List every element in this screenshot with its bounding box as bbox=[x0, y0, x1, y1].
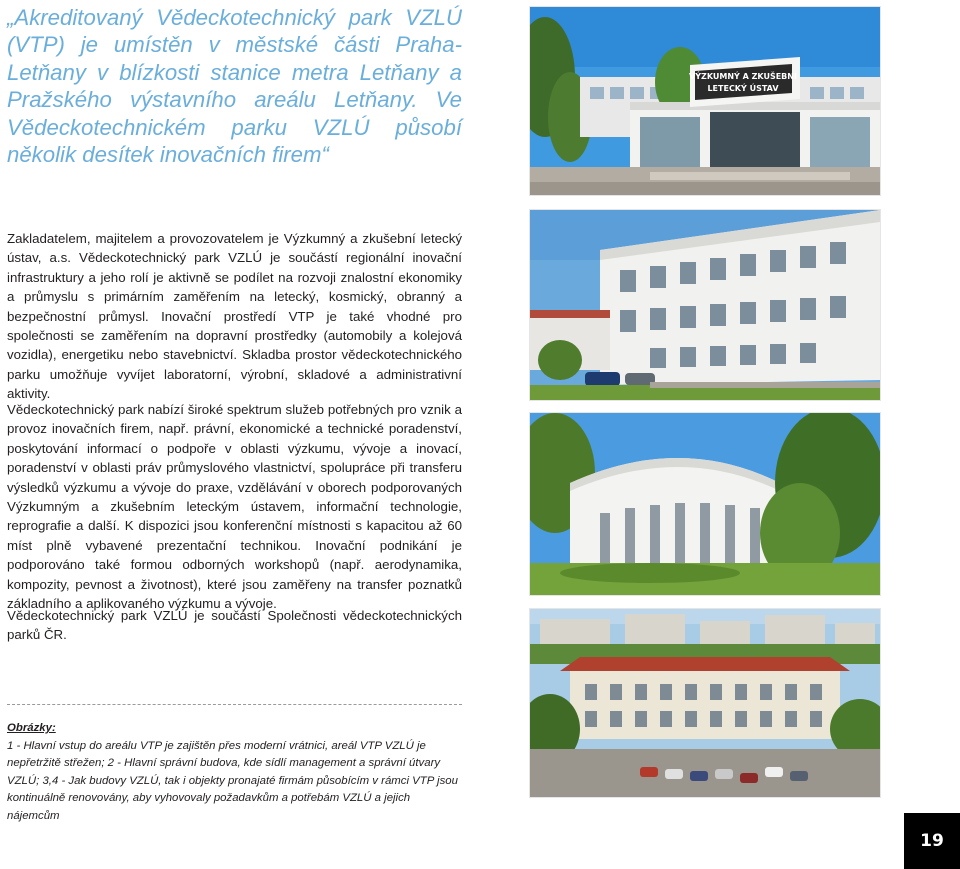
photo-aerial-complex bbox=[530, 609, 880, 797]
paragraph-membership: Vědeckotechnický park VZLÚ je součástí Společnosti vědeckotechnických parků ČR. bbox=[7, 608, 462, 643]
aerial-complex-image bbox=[530, 609, 880, 797]
photo-renovated-building bbox=[530, 413, 880, 595]
captions-text: 1 - Hlavní vstup do areálu VTP je zajištěn přes moderní vrátnici, areál VTP VZLÚ je nepřetržitě střežen; 2 - Hlavní správní budova, kde sídlí management a správní útvary VZLÚ; 3,4 - Jak budovy VZLÚ, tak i objekty pronajaté firmám působícím v rámci VTP jsou kontinuálně renovovány, aby vyhovovaly požadavkům a potřebám VZLÚ a jejich nájemcům bbox=[7, 739, 458, 822]
page-number: 19 bbox=[904, 813, 960, 869]
sign-line-2: LETECKÝ ÚSTAV bbox=[707, 84, 779, 93]
pull-quote: „Akreditovaný Vědeckotechnický park VZLÚ (VTP) je umístěn v městské části Praha-Letňany v blízkosti stanice metra Letňany a Pražského výstavního areálu Letňany. Ve Vědeckotechnickém parku VZLÚ působí několik desítek inovačních firem“ bbox=[7, 5, 462, 168]
renovated-building-image bbox=[530, 413, 880, 595]
admin-building-image bbox=[530, 210, 880, 400]
paragraph-intro: Zakladatelem, majitelem a provozovatelem je Výzkumný a zkušební letecký ústav, a.s. Vědeckotechnický park VZLÚ je součástí regionální inovační infrastruktury a jeho rolí je aktivně se podílet na rozvoji znalostní ekonomiky a průmyslu s primárním zaměřením na letecký, kosmický, obranný a bezpečnostní průmysl. Inovační prostředí VTP je také vhodné pro společnosti se zaměřením na dopravní prostředky (automobily a kolejová vozidla), energetiku nebo stavebnictví. Skladba prostor vědeckotechnického parku umožňuje vyvíjet laboratorní, výrobní, skladové a administrativní aktivity. bbox=[7, 231, 462, 402]
paragraph-services: Vědeckotechnický park nabízí široké spektrum služeb potřebných pro vznik a provoz inovačních firem, např. právní, ekonomické a technické poradenství, poskytování informací o podpoře v oblasti výzkumu, vývoje a inovací, poradenství v oblasti práv průmyslového vlastnictví, spolupráce při transferu výsledků výzkumu a vývoje do praxe, vzdělávání v oborech podporovaných Výzkumným a zkušebním leteckým ústavem, informační technologie, reprografie a další. K dispozici jsou konferenční místnosti s kapacitou až 60 míst plně vybavené prezentační technikou. Inovační podnikání je podporováno také formou odborných workshopů (např. aerodynamika, kompozity, pevnost a životnost), které jsou zaměřeny na transfer poznatků základního a aplikovaného výzkumu a vývoje. bbox=[7, 402, 462, 612]
photo-admin-building bbox=[530, 210, 880, 400]
photo-main-entrance bbox=[530, 7, 880, 195]
caption-divider bbox=[7, 704, 462, 705]
sign-line-1: VÝZKUMNÝ A ZKUŠEBNÍ bbox=[689, 72, 797, 81]
captions-header: Obrázky: bbox=[7, 722, 56, 734]
main-entrance-image bbox=[530, 7, 880, 195]
figure-captions bbox=[7, 720, 462, 826]
